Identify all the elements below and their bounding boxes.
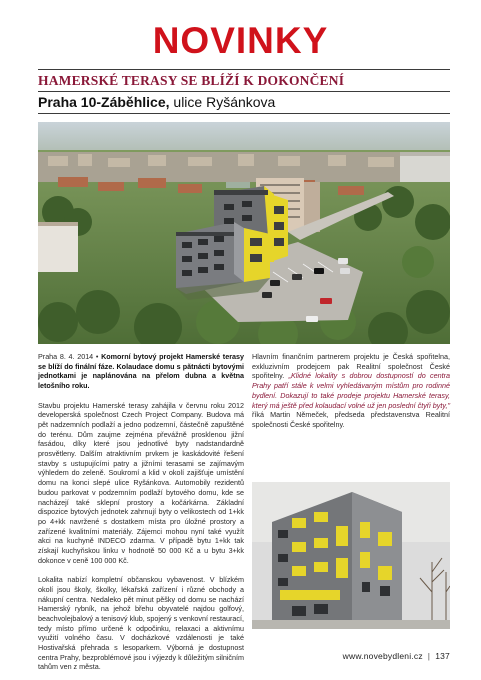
body-paragraph-3 [252,352,450,430]
body-paragraph-2: Lokalita nabízí kompletní občanskou vybavenost. V blízkém okolí jsou školy, školky, lékařská zařízení i různé obchody a nákupní centra. Nedaleko pět minut pěšky od domu se nachází Hamerský rybník, na jehož břehu obyvatelé najdou golfový, beachvolejbalový a tenisový klub, spojený s venkovní restaurací, tedy místo přímo určené k odpočinku, relaxaci a aktivnímu využití volného času. V docházkové vzdálenosti je také Hostivařská přehrada s lesoparkem. Výborná je dostupnost centra Prahy, bezproblémové jsou i výjezdy k důležitým silničním tahům ven z města. [38,575,244,672]
footer-separator: | [427,651,431,661]
article-headline: HAMERSKÉ TERASY SE BLÍŽÍ K DOKONČENÍ [38,73,345,88]
lead-text: Komorní bytový projekt Hamerské terasy se blíží do finální fáze. Kolaudace domu s pătnácti bytovými jednotkami je naplánována na přelom dubna a května letošního roku. [38,352,244,391]
article-column-right [252,352,450,439]
subhead-location: Praha 10-Záběhlice, [38,94,170,110]
article-subhead [38,94,450,111]
lead-paragraph [38,352,244,391]
subhead-street: ulice Ryšánkova [169,94,276,110]
rule-middle [38,91,450,92]
article-date: Praha 8. 4. 2014 • [38,352,102,361]
section-title: NOVINKY [152,20,329,61]
quote-text: „Klidné lokality s dobrou dostupností do centra Prahy patří stále k velmi vyhledávaným místům pro rodinné bydlení. Dokazují to také prodeje projektu Hamerské terasy, který má ještě před kolaudací volné už jen poslední čtyři byty," [252,371,451,410]
rule-top [38,69,450,70]
footer-website: www.novebydleni.cz [342,651,423,661]
page-footer [343,651,450,661]
financing-text: Hlavním finančním partnerem projektu je Česká spořitelna, exkluzivním prodejcem pak Realitní společnost České spořitelny. [252,352,450,381]
rule-bottom [38,113,450,114]
body-paragraph-1: Stavbu projektu Hamerské terasy zahájila v červnu roku 2012 developerská společnost Czech Project Company. Budova má pět nadzemních podlaží a jedno podzemní, částečně zapuštěné do terénu. Dům zaujme zejména převážně prosklenou jižní fasádou, díky které jsou jednotlivé byty nadstandardně prosvětleny. Dalším atraktivním prvkem je kaskádovité řešení stavby s ustupujícími patry a jižními terasami se zajímavým výhledem do zeleně. Soukromí a klid v okolí zajišťuje umístění domu na konci slepé ulice Ryšánkova. Automobily rezidentů budou parkovat v podzemním podlaží bytového domu, kde se nacházejí také sklepní prostory a kočárkárna. Základní dispozice bytových jednotek zahrnují byty o velikostech od 1+kk po 4+kk navržené s dostatkem místa pro úložné prostory a zařízené kvalitními materiály. Zájemci mohou nyní také využít akci na kuchyně INDECO zdarma. V případě bytu 1+kk tak získají kuchyňskou linku v hodnotě 50 000 Kč a u bytu 3+kk dokonce v ceně 100 000 Kč. [38,400,244,565]
page-number: 137 [435,651,450,661]
quote-attribution: říká Martin Němeček, předseda představenstva Realitní společnosti České spořitelny. [252,410,450,429]
article-column-left [38,352,244,680]
aerial-photo [38,122,450,344]
facade-photo [252,482,450,629]
